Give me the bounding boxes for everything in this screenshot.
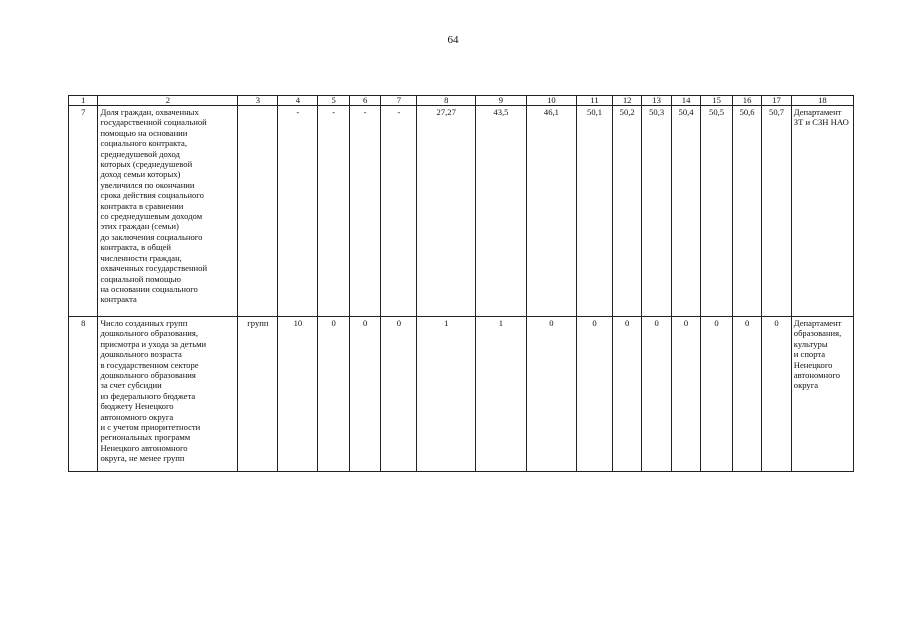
value-cell: 0 <box>577 317 613 472</box>
value-cell: 0 <box>762 317 791 472</box>
table-row <box>69 317 854 472</box>
row-number: 8 <box>69 317 98 472</box>
header-cell: 18 <box>791 96 853 106</box>
responsible-cell: Департамент образования, культуры и спорта Ненецкого автономного округа <box>791 317 853 472</box>
header-row <box>69 96 854 106</box>
value-cell: 0 <box>349 317 381 472</box>
header-cell: 8 <box>417 96 476 106</box>
value-cell: 0 <box>381 317 417 472</box>
row-number: 7 <box>69 106 98 317</box>
value-cell: 0 <box>526 317 577 472</box>
value-cell: 50,7 <box>762 106 791 317</box>
page-number: 64 <box>447 34 459 46</box>
header-cell: 6 <box>349 96 381 106</box>
value-cell: 0 <box>701 317 733 472</box>
table-row <box>69 106 854 317</box>
value-cell: 27,27 <box>417 106 476 317</box>
indicator-name: Число созданных групп дошкольного образования, присмотра и ухода за детьми дошкольного возраста в государственном секторе дошкольного образования за счет субсидии из федерального бюджета бюджету Ненецкого автономного округа и с учетом приоритетности региональных программ Ненецкого автономного округа, не менее групп <box>98 317 238 472</box>
indicator-name: Доля граждан, охваченных государственной социальной помощью на основании социального контракта, среднедушевой доход которых (среднедушевой доход семьи которых) увеличился по окончании срока действия социального контракта в сравнении со среднедушевым доходом этих граждан (семьи) до заключения социального контракта, в общей численности граждан, охваченных государственной социальной помощью на основании социального контракта <box>98 106 238 317</box>
value-cell: 0 <box>318 317 350 472</box>
value-cell: - <box>278 106 318 317</box>
value-cell: 50,1 <box>577 106 613 317</box>
value-cell: - <box>349 106 381 317</box>
unit-cell <box>238 106 278 317</box>
value-cell: 50,4 <box>671 106 700 317</box>
header-cell: 12 <box>612 96 641 106</box>
header-cell: 17 <box>762 96 791 106</box>
value-cell: 1 <box>476 317 527 472</box>
value-cell: 0 <box>671 317 700 472</box>
value-cell: 50,2 <box>612 106 641 317</box>
header-cell: 5 <box>318 96 350 106</box>
value-cell: 50,6 <box>732 106 761 317</box>
header-cell: 11 <box>577 96 613 106</box>
header-cell: 1 <box>69 96 98 106</box>
value-cell: 50,5 <box>701 106 733 317</box>
value-cell: - <box>318 106 350 317</box>
header-cell: 13 <box>642 96 671 106</box>
value-cell: 0 <box>612 317 641 472</box>
header-cell: 3 <box>238 96 278 106</box>
header-cell: 10 <box>526 96 577 106</box>
header-cell: 4 <box>278 96 318 106</box>
value-cell: 0 <box>642 317 671 472</box>
value-cell: 10 <box>278 317 318 472</box>
value-cell: 46,1 <box>526 106 577 317</box>
header-cell: 15 <box>701 96 733 106</box>
unit-cell: групп <box>238 317 278 472</box>
value-cell: 43,5 <box>476 106 527 317</box>
value-cell: 50,3 <box>642 106 671 317</box>
value-cell: 1 <box>417 317 476 472</box>
header-cell: 7 <box>381 96 417 106</box>
value-cell: 0 <box>732 317 761 472</box>
header-cell: 9 <box>476 96 527 106</box>
value-cell: - <box>381 106 417 317</box>
indicators-table <box>68 95 854 472</box>
responsible-cell: Департамент ЗТ и СЗН НАО <box>791 106 853 317</box>
header-cell: 2 <box>98 96 238 106</box>
header-cell: 14 <box>671 96 700 106</box>
header-cell: 16 <box>732 96 761 106</box>
